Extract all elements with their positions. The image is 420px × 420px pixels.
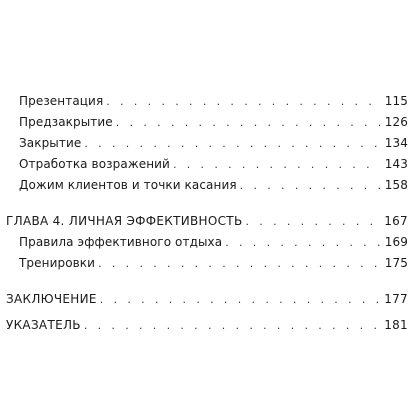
toc-entry	[19, 112, 408, 132]
toc-entry-page: 181	[384, 318, 408, 332]
toc-entry-title: Тренировки	[19, 256, 96, 270]
dot-leader	[116, 113, 380, 133]
dot-leader	[100, 290, 380, 310]
dot-leader	[173, 155, 380, 175]
toc-entry	[19, 91, 408, 111]
dot-leader	[240, 176, 380, 196]
toc-entry	[19, 253, 408, 273]
toc-entry	[19, 232, 408, 252]
toc-entry-title: ГЛАВА 4. ЛИЧНАЯ ЭФФЕКТИВНОСТЬ	[6, 214, 243, 228]
toc-entry-title: Отработка возражений	[19, 157, 170, 171]
toc-entry-title: Правила эффективного отдыха	[19, 235, 223, 249]
toc-entry-title: УКАЗАТЕЛЬ	[6, 318, 81, 332]
toc-entry-page: 167	[384, 214, 408, 228]
toc-entry-title: Предзакрытие	[19, 115, 113, 129]
dot-leader	[98, 254, 380, 274]
dot-leader	[106, 92, 380, 112]
toc-entry-page: 169	[384, 235, 408, 249]
toc-entry	[19, 175, 408, 195]
dot-leader	[225, 233, 380, 253]
toc-entry	[19, 133, 408, 153]
toc-entry-page: 115	[384, 94, 408, 108]
toc-entry-page: 126	[384, 115, 408, 129]
toc-entry-title: ЗАКЛЮЧЕНИЕ	[6, 292, 97, 306]
toc-chapter-entry	[6, 211, 408, 231]
toc-chapter-entry	[6, 315, 408, 335]
toc-entry	[19, 154, 408, 174]
dot-leader	[84, 134, 380, 154]
toc-entry-title: Закрытие	[19, 136, 82, 150]
toc-entry-page: 175	[384, 256, 408, 270]
toc-entry-title: Презентация	[19, 94, 104, 108]
toc-entry-title: Дожим клиентов и точки касания	[19, 178, 237, 192]
dot-leader	[245, 212, 380, 232]
toc-entry-page: 143	[384, 157, 408, 171]
toc-entry-page: 158	[384, 178, 408, 192]
dot-leader	[84, 316, 380, 336]
toc-chapter-entry	[6, 289, 408, 309]
toc-entry-page: 134	[384, 136, 408, 150]
toc-entry-page: 177	[384, 292, 408, 306]
